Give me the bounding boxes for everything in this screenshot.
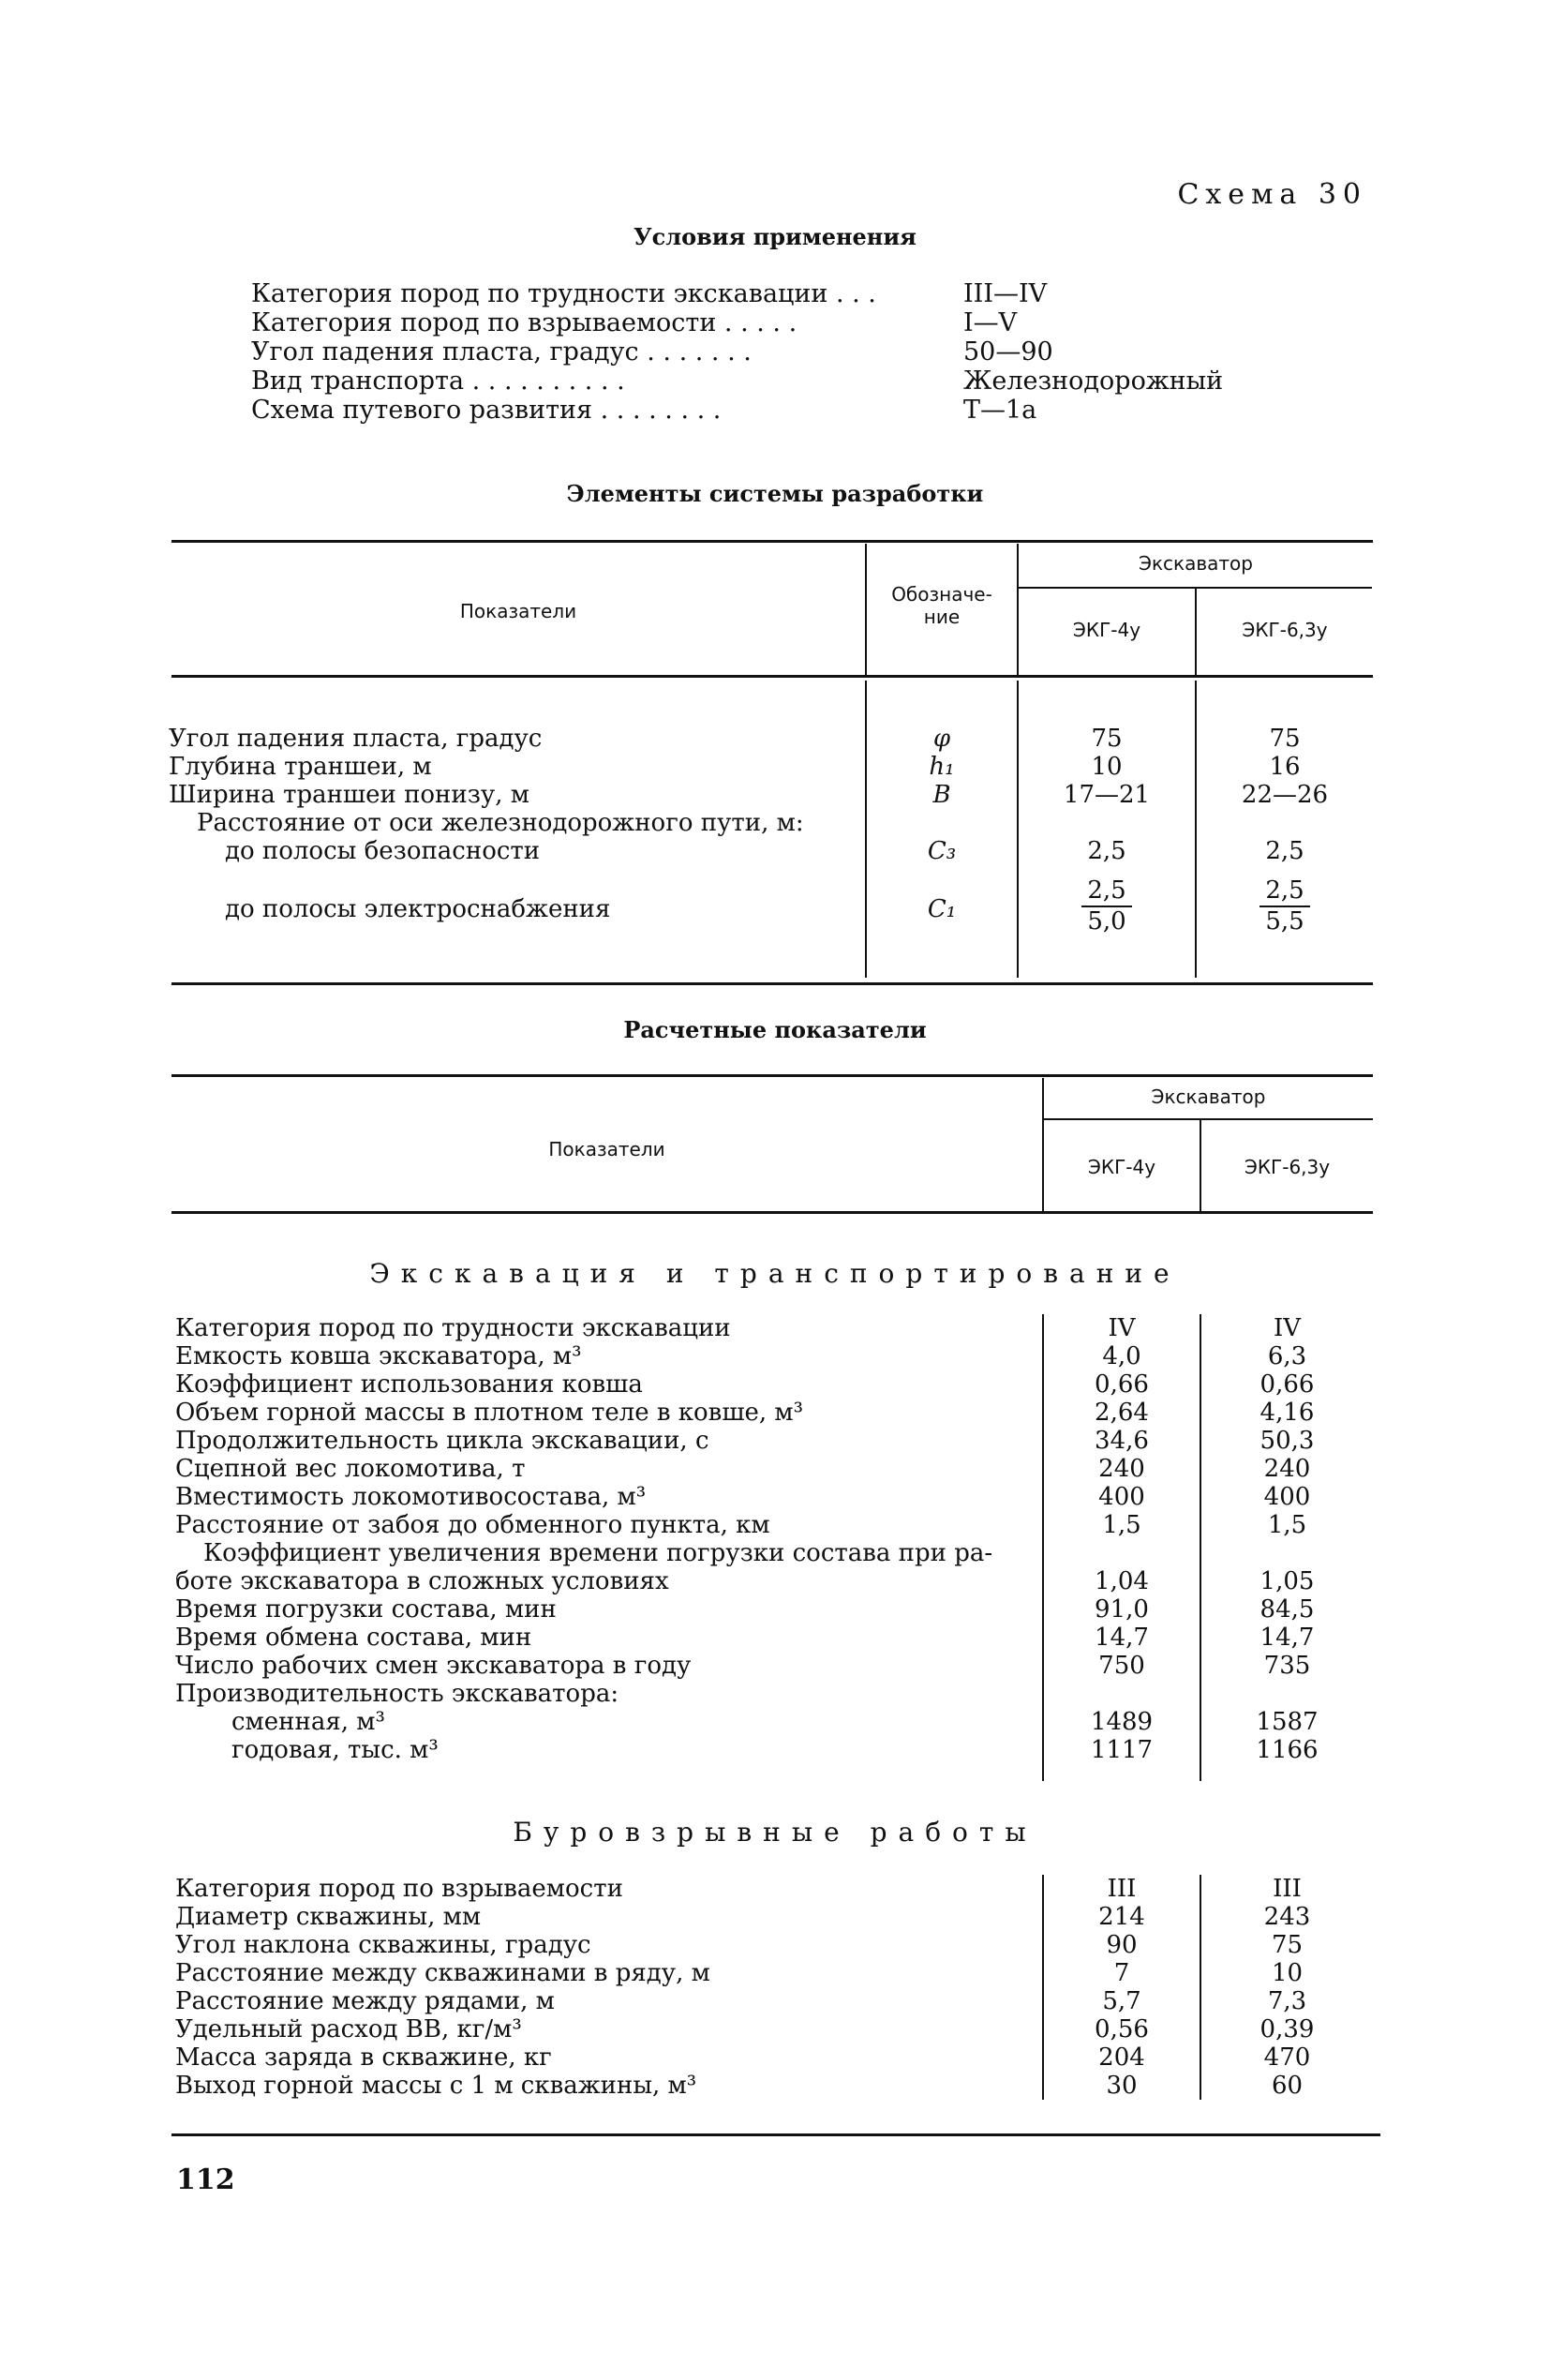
fraction-numerator: 2,5 — [1081, 876, 1131, 907]
condition-value: 50—90 — [963, 337, 1053, 367]
column-header-ekg4: ЭКГ-4у — [1087, 1156, 1156, 1178]
table-row-label: Емкость ковша экскаватора, м³ — [175, 1342, 582, 1370]
table-row-label: Масса заряда в скважине, кг — [175, 2043, 552, 2072]
table-rule — [1043, 1118, 1373, 1120]
table-row-label: Категория пород по взрываемости — [175, 1875, 623, 1903]
row-value-ekg63: IV — [1273, 1314, 1302, 1342]
row-symbol: C₁ — [927, 895, 957, 923]
row-value-ekg63: 400 — [1263, 1483, 1311, 1511]
condition-row — [251, 396, 1223, 425]
row-value-ekg4: 14,7 — [1095, 1624, 1149, 1652]
table-row-label: Время погрузки состава, мин — [175, 1595, 557, 1624]
row-value-ekg63: 470 — [1263, 2043, 1311, 2072]
row-value-ekg4: 1,5 — [1102, 1511, 1141, 1539]
column-header-ekg4: ЭКГ-4у — [1072, 619, 1141, 641]
table-row-label: Категория пород по трудности экскавации — [175, 1314, 731, 1342]
row-value-ekg4: III — [1107, 1875, 1137, 1903]
row-value-ekg63: 6,3 — [1267, 1342, 1307, 1370]
row-value-ekg4: 4,0 — [1102, 1342, 1141, 1370]
table-row-label: Глубина траншеи, м — [169, 753, 432, 781]
row-symbol: C₃ — [927, 837, 957, 865]
row-value-ekg63: 1587 — [1256, 1708, 1319, 1736]
condition-label: Схема путевого развития . . . . . . . . — [251, 396, 722, 425]
row-value-ekg4: 214 — [1098, 1903, 1145, 1931]
conditions-list — [251, 279, 1223, 425]
table-rule — [171, 1211, 1373, 1214]
row-value-ekg4: 91,0 — [1095, 1595, 1149, 1624]
condition-row — [251, 367, 1223, 396]
row-value-ekg63: 1,5 — [1267, 1511, 1307, 1539]
row-value-ekg4: 10 — [1091, 753, 1123, 781]
condition-value: I—V — [963, 308, 1018, 337]
table-row-label: Расстояние между скважинами в ряду, м — [175, 1959, 710, 1987]
conditions-title: Условия применения — [633, 223, 917, 250]
row-value-ekg63: 2,5 — [1265, 837, 1304, 865]
table-rule — [171, 2133, 1380, 2136]
row-value-ekg63: 75 — [1269, 725, 1301, 753]
row-value-ekg4: 30 — [1106, 2072, 1138, 2100]
row-value-ekg63: 60 — [1271, 2072, 1304, 2100]
condition-row — [251, 279, 1223, 308]
table-row-label: Сцепной вес локомотива, т — [175, 1455, 526, 1483]
table-row-label: Угол падения пласта, градус — [169, 725, 543, 753]
column-header-excavator: Экскаватор — [1151, 1085, 1266, 1108]
row-value-ekg63: 22—26 — [1241, 781, 1329, 809]
condition-label: Угол падения пласта, градус . . . . . . . — [251, 337, 752, 367]
fraction — [1081, 876, 1131, 936]
row-value-ekg4: 2,5 — [1087, 837, 1126, 865]
row-value-ekg63: 0,66 — [1259, 1370, 1315, 1399]
condition-value: III—IV — [963, 279, 1048, 308]
table-row-label: Удельный расход ВВ, кг/м³ — [175, 2015, 522, 2043]
row-value-ekg63: 10 — [1271, 1959, 1304, 1987]
condition-label: Категория пород по взрываемости . . . . . — [251, 308, 797, 337]
table-row-label: Расстояние от забоя до обменного пункта, км — [175, 1511, 770, 1539]
row-value-ekg4: 1489 — [1090, 1708, 1154, 1736]
table-row-label: Ширина траншеи понизу, м — [169, 781, 529, 809]
table-row-label: Расстояние между рядами, м — [175, 1987, 555, 2015]
row-value-ekg4: 400 — [1098, 1483, 1145, 1511]
table-row-label: годовая, тыс. м³ — [231, 1736, 439, 1764]
row-value-ekg63: 735 — [1263, 1652, 1311, 1680]
condition-value: Т—1а — [963, 396, 1037, 425]
fraction-numerator: 2,5 — [1259, 876, 1309, 907]
table-row-label: Коэффициент увеличения времени погрузки состава при ра- — [203, 1539, 993, 1567]
row-value-ekg4: 0,56 — [1095, 2015, 1149, 2043]
table-row-label: боте экскаватора в сложных условиях — [175, 1567, 669, 1595]
elements-title: Элементы системы разработки — [566, 480, 984, 507]
row-value-ekg4: 0,66 — [1095, 1370, 1149, 1399]
table-row-label: Расстояние от оси железнодорожного пути, м: — [197, 809, 804, 837]
condition-label: Вид транспорта . . . . . . . . . . — [251, 367, 625, 396]
row-symbol: φ — [932, 725, 951, 753]
row-value-ekg4: 204 — [1098, 2043, 1145, 2072]
column-header-excavator: Экскаватор — [1138, 552, 1253, 575]
table-row-label: Производительность экскаватора: — [175, 1680, 619, 1708]
table-row-label: Выход горной массы с 1 м скважины, м³ — [175, 2072, 697, 2100]
column-header-designation: Обозначе- ние — [891, 583, 992, 628]
table-row-label: сменная, м³ — [231, 1708, 385, 1736]
table-row-label: до полосы электроснабжения — [225, 895, 611, 923]
row-value-ekg63: 0,39 — [1259, 2015, 1315, 2043]
row-value-ekg63: III — [1273, 1875, 1302, 1903]
fraction — [1259, 876, 1309, 936]
column-header-indicators: Показатели — [459, 600, 577, 622]
row-symbol: h₁ — [929, 753, 955, 781]
row-value-ekg4: 5,7 — [1102, 1987, 1141, 2015]
column-header-indicators: Показатели — [548, 1138, 665, 1160]
table-row-label: до полосы безопасности — [225, 837, 541, 865]
row-value-ekg63: 1,05 — [1259, 1567, 1315, 1595]
table-rule — [171, 540, 1373, 543]
row-fraction-ekg4 — [1019, 876, 1195, 936]
row-value-ekg63: 7,3 — [1267, 1987, 1307, 2015]
row-value-ekg4: 1,04 — [1095, 1567, 1149, 1595]
row-value-ekg63: 243 — [1263, 1903, 1311, 1931]
row-value-ekg4: 34,6 — [1095, 1427, 1149, 1455]
row-symbol: B — [932, 781, 951, 809]
fraction-denominator: 5,0 — [1087, 907, 1126, 936]
row-value-ekg4: 17—21 — [1063, 781, 1151, 809]
row-value-ekg4: 75 — [1091, 725, 1123, 753]
table-row-label: Коэффициент использования ковша — [175, 1370, 643, 1399]
row-value-ekg63: 14,7 — [1259, 1624, 1315, 1652]
table-row-label: Угол наклона скважины, градус — [175, 1931, 591, 1959]
row-value-ekg63: 4,16 — [1259, 1399, 1315, 1427]
row-value-ekg63: 240 — [1263, 1455, 1311, 1483]
calc-title: Расчетные показатели — [623, 1016, 927, 1043]
table-rule — [171, 1074, 1373, 1077]
row-value-ekg4: 240 — [1098, 1455, 1145, 1483]
table-row-label: Диаметр скважины, мм — [175, 1903, 482, 1931]
row-value-ekg4: IV — [1108, 1314, 1136, 1342]
row-value-ekg4: 1117 — [1090, 1736, 1154, 1764]
section-title-blasting: Буровзрывные работы — [513, 1817, 1037, 1848]
table-row-label: Объем горной массы в плотном теле в ковше, м³ — [175, 1399, 804, 1427]
row-value-ekg63: 50,3 — [1259, 1427, 1315, 1455]
row-value-ekg4: 750 — [1098, 1652, 1145, 1680]
row-value-ekg63: 75 — [1271, 1931, 1304, 1959]
table-row-label: Продолжительность цикла экскавации, с — [175, 1427, 709, 1455]
table-row-label: Число рабочих смен экскаватора в году — [175, 1652, 692, 1680]
condition-row — [251, 337, 1223, 367]
row-value-ekg63: 1166 — [1256, 1736, 1319, 1764]
row-fraction-ekg63 — [1197, 876, 1373, 936]
fraction-denominator: 5,5 — [1265, 907, 1304, 936]
column-header-ekg63: ЭКГ-6,3у — [1244, 1156, 1331, 1178]
row-value-ekg63: 16 — [1269, 753, 1301, 781]
scheme-label: Схема 30 — [1177, 178, 1367, 211]
section-title-excavation: Экскавация и транспортирование — [369, 1258, 1181, 1289]
condition-label: Категория пород по трудности экскавации . . . — [251, 279, 876, 308]
condition-row — [251, 308, 1223, 337]
row-value-ekg4: 7 — [1113, 1959, 1130, 1987]
table-row-label: Время обмена состава, мин — [175, 1624, 532, 1652]
page-number: 112 — [176, 2163, 235, 2196]
row-value-ekg4: 90 — [1106, 1931, 1138, 1959]
condition-value: Железнодорожный — [963, 367, 1224, 396]
table-row-label: Вместимость локомотивосостава, м³ — [175, 1483, 647, 1511]
table-rule — [171, 675, 1373, 678]
row-value-ekg63: 84,5 — [1259, 1595, 1315, 1624]
column-header-ekg63: ЭКГ-6,3у — [1242, 619, 1328, 641]
table-rule — [171, 982, 1373, 985]
row-value-ekg4: 2,64 — [1095, 1399, 1149, 1427]
